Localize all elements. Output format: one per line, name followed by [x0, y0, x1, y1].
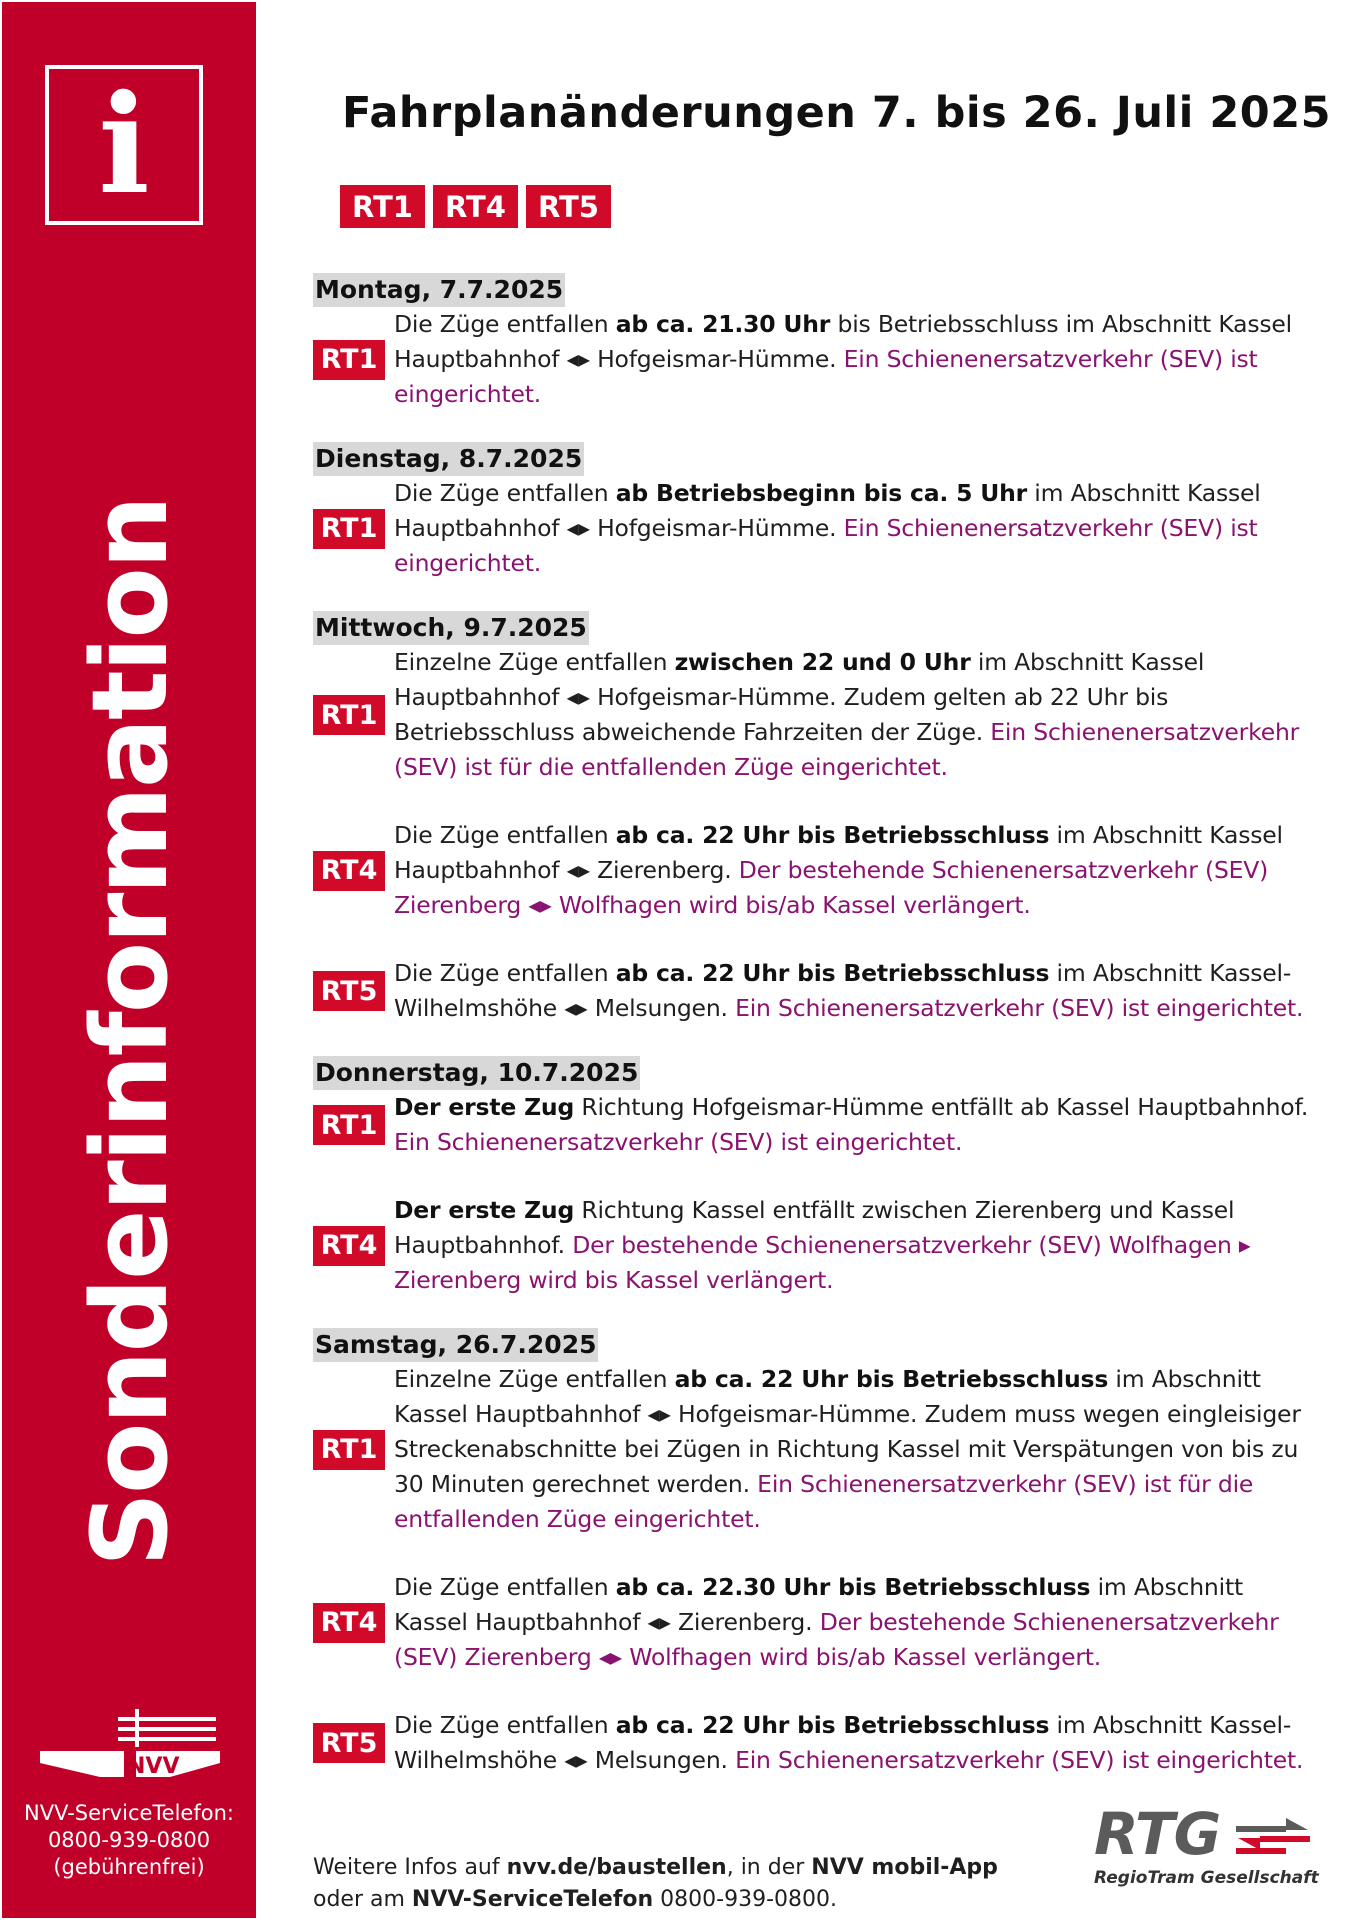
info-icon	[45, 65, 203, 225]
service-phone[interactable]: 0800-939-0800	[47, 1828, 211, 1852]
text-segment: im Abschnitt Kassel Hauptbahnhof ◂▸ Hofgeismar-Hümme.	[394, 479, 1261, 542]
day-section	[313, 611, 1313, 1026]
sev-note: Ein Schienenersatzverkehr (SEV) ist für die entfallenden Züge eingerichtet.	[394, 718, 1300, 781]
notice-item	[313, 818, 1313, 923]
day-section	[313, 273, 1313, 412]
footer-line-2	[313, 1884, 998, 1916]
text-segment: Einzelne Züge entfallen	[394, 1365, 675, 1393]
text-segment: 0800-939-0800.	[653, 1887, 838, 1912]
line-badge: RT4	[313, 1603, 385, 1643]
sev-note: Der bestehende Schienenersatzverkehr (SEV) Zierenberg ◂▸ Wolfhagen wird bis/ab Kassel verlängert.	[394, 856, 1269, 919]
line-chip: RT4	[433, 185, 518, 228]
sev-note: Ein Schienenersatzverkehr (SEV) ist für die entfallenden Züge eingerichtet.	[394, 1470, 1254, 1533]
page-title: Fahrplanänderungen 7. bis 26. Juli 2025	[342, 88, 1332, 138]
text-segment: Die Züge entfallen	[394, 821, 616, 849]
sev-note: Der bestehende Schienenersatzverkehr (SEV) Zierenberg ◂▸ Wolfhagen wird bis/ab Kassel verlängert.	[394, 1608, 1279, 1671]
notice-text	[394, 1090, 1313, 1160]
bold-text: ab ca. 22 Uhr bis Betriebsschluss	[674, 1365, 1109, 1393]
line-badge: RT5	[313, 971, 385, 1011]
line-badge-column	[313, 1603, 394, 1643]
vertical-title: Sonderinformation	[69, 497, 191, 1567]
notice-item	[313, 1193, 1313, 1298]
notice-text	[394, 645, 1313, 785]
line-badge-column	[313, 340, 394, 380]
text-segment: Die Züge entfallen	[394, 1573, 616, 1601]
bold-text: nvv.de/baustellen	[506, 1855, 727, 1880]
day-section	[313, 1056, 1313, 1298]
nvv-logo-icon	[40, 1707, 222, 1787]
text-segment: Die Züge entfallen	[394, 959, 616, 987]
line-chip: RT1	[340, 185, 425, 228]
sev-note: Ein Schienenersatzverkehr (SEV) ist eingerichtet.	[394, 514, 1258, 577]
line-badge-column	[313, 1105, 394, 1145]
text-segment: bis Betriebsschluss im Abschnitt Kassel Hauptbahnhof ◂▸ Hofgeismar-Hümme.	[394, 310, 1293, 373]
day-section	[313, 1328, 1313, 1778]
bold-text: Der erste Zug	[394, 1093, 575, 1121]
rtg-logo	[1094, 1800, 1319, 1892]
text-segment: Die Züge entfallen	[394, 479, 616, 507]
sev-note: Ein Schienenersatzverkehr (SEV) ist eingerichtet.	[394, 345, 1258, 408]
notice-text	[394, 476, 1313, 581]
notice-text	[394, 1193, 1313, 1298]
day-heading: Montag, 7.7.2025	[313, 273, 565, 307]
text-segment: Richtung Kassel entfällt zwischen Zierenberg und Kassel Hauptbahnhof.	[394, 1196, 1235, 1259]
notice-text	[394, 307, 1313, 412]
bold-text: Der erste Zug	[394, 1196, 575, 1224]
day-heading: Dienstag, 8.7.2025	[313, 442, 584, 476]
sev-note: Ein Schienenersatzverkehr (SEV) ist eingerichtet.	[735, 994, 1304, 1022]
notice-item	[313, 1570, 1313, 1675]
day-section	[313, 442, 1313, 581]
notice-item	[313, 307, 1313, 412]
text-segment: Die Züge entfallen	[394, 1711, 616, 1739]
text-segment: Weitere Infos auf	[313, 1855, 507, 1880]
footer-info	[313, 1852, 998, 1916]
sev-note: Ein Schienenersatzverkehr (SEV) ist eingerichtet.	[735, 1746, 1304, 1774]
rtg-logo-text: RTG	[1094, 1800, 1221, 1868]
line-chips	[340, 185, 611, 228]
line-badge: RT1	[313, 509, 385, 549]
service-note: (gebührenfrei)	[53, 1855, 205, 1879]
notice-text	[394, 1708, 1313, 1778]
notice-item	[313, 1708, 1313, 1778]
line-chip: RT5	[526, 185, 611, 228]
bold-text: NVV-ServiceTelefon	[411, 1887, 654, 1912]
bold-text: ab ca. 22 Uhr bis Betriebsschluss	[615, 1711, 1050, 1739]
info-symbol: i	[98, 65, 150, 225]
notice-item	[313, 645, 1313, 785]
text-segment: Die Züge entfallen	[394, 310, 616, 338]
notice-item	[313, 1362, 1313, 1537]
notice-text	[394, 956, 1313, 1026]
line-badge-column	[313, 1430, 394, 1470]
line-badge-column	[313, 1723, 394, 1763]
notice-item	[313, 956, 1313, 1026]
day-heading: Donnerstag, 10.7.2025	[313, 1056, 640, 1090]
line-badge: RT1	[313, 695, 385, 735]
text-segment: im Abschnitt Kassel Hauptbahnhof ◂▸ Hofgeismar-Hümme. Zudem muss wegen eingleisiger Streckenabschnitte bei Zügen in Richtung Kassel mit Verspätungen von bis zu 30 Minuten gerechnet werden.	[394, 1365, 1301, 1498]
line-badge-column	[313, 1226, 394, 1266]
line-badge-column	[313, 851, 394, 891]
day-heading: Samstag, 26.7.2025	[313, 1328, 598, 1362]
sidebar-banner	[2, 2, 256, 1918]
notice-text	[394, 818, 1313, 923]
text-segment: im Abschnitt Kassel Hauptbahnhof ◂▸ Zierenberg.	[394, 821, 1283, 884]
sev-note: Der bestehende Schienenersatzverkehr (SEV) Wolfhagen ▸ Zierenberg wird bis Kassel verlängert.	[394, 1231, 1251, 1294]
notice-item	[313, 476, 1313, 581]
line-badge-column	[313, 509, 394, 549]
footer-line-1	[313, 1852, 998, 1884]
rtg-arrows-icon	[1234, 1814, 1312, 1858]
text-segment: im Abschnitt Kassel Hauptbahnhof ◂▸ Zierenberg.	[394, 1573, 1243, 1636]
bold-text: NVV mobil-App	[811, 1855, 998, 1880]
service-label: NVV-ServiceTelefon:	[24, 1801, 234, 1825]
bold-text: ab ca. 22.30 Uhr bis Betriebsschluss	[615, 1573, 1091, 1601]
notice-text	[394, 1362, 1313, 1537]
text-segment: Richtung Hofgeismar-Hümme entfällt ab Kassel Hauptbahnhof.	[574, 1093, 1309, 1121]
bold-text: ab ca. 21.30 Uhr	[615, 310, 831, 338]
notice-item	[313, 1090, 1313, 1160]
nvv-logo-text: NVV	[127, 1754, 180, 1779]
notice-text	[394, 1570, 1313, 1675]
text-segment: im Abschnitt Kassel Hauptbahnhof ◂▸ Hofgeismar-Hümme. Zudem gelten ab 22 Uhr bis Betriebsschluss abweichende Fahrzeiten der Züge.	[394, 648, 1205, 746]
text-segment: oder am	[313, 1887, 412, 1912]
line-badge-column	[313, 695, 394, 735]
bold-text: ab ca. 22 Uhr bis Betriebsschluss	[615, 821, 1050, 849]
line-badge: RT4	[313, 851, 385, 891]
day-heading: Mittwoch, 9.7.2025	[313, 611, 589, 645]
line-badge: RT1	[313, 1430, 385, 1470]
bold-text: ab Betriebsbeginn bis ca. 5 Uhr	[615, 479, 1028, 507]
line-badge: RT1	[313, 1105, 385, 1145]
line-badge-column	[313, 971, 394, 1011]
service-phone-block	[2, 1800, 256, 1881]
rtg-tagline: RegioTram Gesellschaft	[1094, 1868, 1319, 1888]
sev-note: Ein Schienenersatzverkehr (SEV) ist eingerichtet.	[394, 1128, 963, 1156]
line-badge: RT5	[313, 1723, 385, 1763]
text-segment: Einzelne Züge entfallen	[394, 648, 675, 676]
bold-text: zwischen 22 und 0 Uhr	[674, 648, 971, 676]
text-segment: , in der	[726, 1855, 812, 1880]
line-badge: RT1	[313, 340, 385, 380]
schedule-list	[313, 273, 1313, 1778]
text-segment: im Abschnitt Kassel-Wilhelmshöhe ◂▸ Melsungen.	[394, 1711, 1292, 1774]
bold-text: ab ca. 22 Uhr bis Betriebsschluss	[615, 959, 1050, 987]
line-badge: RT4	[313, 1226, 385, 1266]
text-segment: im Abschnitt Kassel-Wilhelmshöhe ◂▸ Melsungen.	[394, 959, 1292, 1022]
